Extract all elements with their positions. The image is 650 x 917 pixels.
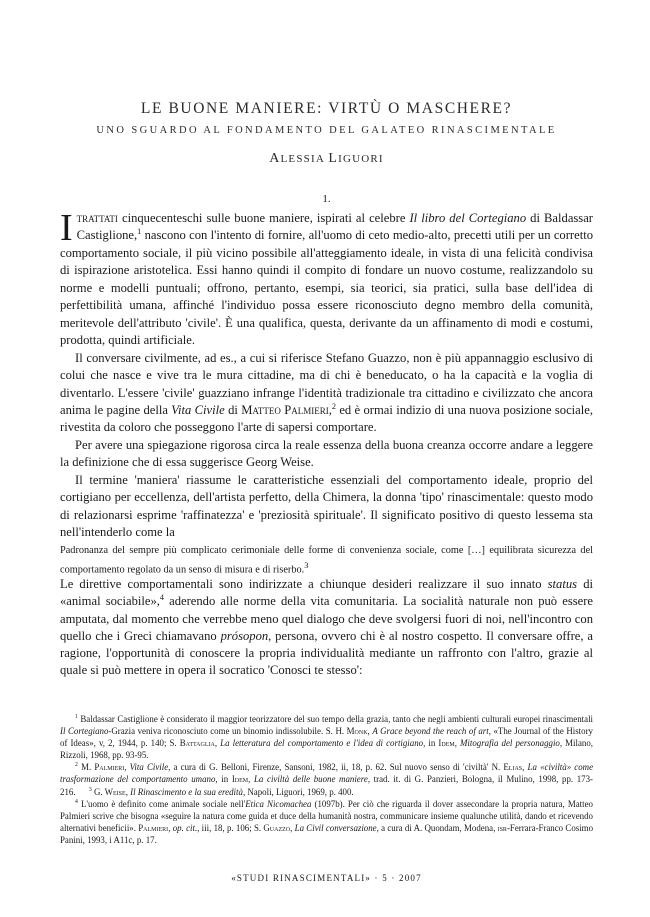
footnote-1: $^1$ Baldassar Castiglione è considerato il maggior teorizzatore del suo tempo della grazia, tanto che negli ambienti culturali europei rinascimentali Il Cortegiano-Grazia veniva riconosciuto come un binomio indissolubile. S. H. Monk, A Grace beyond the reach of art, «The Journal of the History of Ideas», v, 2, 1944, p. 140; S. Battaglia, La letteratura del comportamento e l'idea di cortigiano, in Idem, Mitografia del personaggio, Milano, Rizzoli, 1968, pp. 93-95.: [60, 714, 594, 761]
footnote-ref-3: 3: [304, 560, 309, 570]
paragraph-1: Itrattati cinquecenteschi sulle buone maniere, ispirati al celebre Il libro del Cortegiano di Baldassar Castiglione,$^1$ nascono con l'intento di fornire, all'uomo di ceto medio-alto, precetti utili per un corretto comportamento sociale, il più vicino possibile all'atteggiamento ideale, in vista di una felicità condivisa di ispirazione aristotelica. Essi hanno quindi il compito di fondare un nuovo costume, realizzandolo su norme e modelli puntuali; offrono, pertanto, esempi, sia teorici, sia pratici, sulla base dell'idea di perfettibilità umana, affinché l'individuo possa essere riconosciuto degno membro della comunità, meritevole dell'attributo 'civile'. È una qualifica, questa, derivante da un affinamento di modi e costumi, prodotta, quindi artificiale.: [60, 207, 593, 348]
paragraph-2: Il conversare civilmente, ad es., a cui si riferisce Stefano Guazzo, non è più appannaggio esclusivo di colui che nasce e vive tra le mura cittadine, ma di chi è beneducato, o ha la capacità e la voglia di diventarlo. L'essere 'civile' guazziano infrange l'identità tradizionale tra cittadino e civilizzato che ancora anima le pagine della Vita Civile di Matteo Palmieri,$^2$ ed è ormai indizio di una nuova posizione sociale, rivestita da coloro che posseggono l'arte di sapersi comportare.: [60, 350, 594, 435]
author-surname-rest: IGUORI: [338, 153, 384, 165]
journal-footer: «STUDI RINASCIMENTALI» · 5 · 2007: [231, 873, 422, 883]
article-title: LE BUONE MANIERE: VIRTÙ O MASCHERE?: [140, 100, 513, 117]
footnote-ref-1: 1: [137, 227, 142, 237]
footnote-ref-2: 2: [331, 401, 336, 411]
article-author: [60, 151, 593, 167]
body-text: [60, 207, 594, 542]
author-name-rest: LESSIA: [280, 153, 329, 165]
paragraph-4: Il termine 'maniera' riassume le caratteristiche essenziali del comportamento ideale, proprio del cortigiano per eccellenza, dell'artista perfetto, della Chimera, la donna 'tipo' rinascimentale: questo modo di relazionarsi esprime 'raffinatezza' e 'preziosità spirituale'. Il significato positivo di questo lessema sta nell'intenderlo come la: [60, 472, 593, 540]
footnote-4: $^4$ L'uomo è definito come animale sociale nell'Etica Nicomachea (1097b). Per ciò che riguarda il dover assecondare la propria natura, Matteo Palmieri scrive che bisogna «seguire la natura come guida et duce della humanità nostra, communicare insieme qualunche utilità, dando et ricevendo alternativi beneficii». Palmieri, op. cit., iii, 18, p. 106; S. Guazzo, La Civil conversazione, a cura di A. Quondam, Modena, isr-Ferrara-Franco Cosimo Panini, 1993, i A11c, p. 17.: [60, 798, 594, 845]
drop-cap: I: [60, 207, 73, 249]
footnote-2-3: $^2$ M. Palmieri, Vita Civile, a cura di G. Belloni, Firenze, Sansoni, 1982, ii, 18, p. 62. Sul nuovo senso di 'civiltà' N. Elias, La «civiltà» come trasformazione del comportamento umano, in Idem, La civiltà delle buone maniere, trad. it. di G. Panzieri, Bologna, il Mulino, 1998, pp. 173-216. $^3$ G. Weise, Il Rinascimento e la sua eredità, Napoli, Liguori, 1969, p. 400.: [60, 762, 594, 797]
article-subtitle: UNO SGUARDO AL FONDAMENTO DEL GALATEO RINASCIMENTALE: [96, 125, 557, 136]
paragraph-5: Le direttive comportamentali sono indirizzate a chiunque desideri realizzare il suo innato status di «animal sociabile»,$^4$ aderendo alle norme della vita comunitaria. La socialità naturale non può essere amputata, dal momento che verrebbe meno quel dialogo che deve svolgersi fuori di noi, nell'incontro con quello che i Greci chiamavano prósopon, persona, ovvero chi è al nostro cospetto. Il conversare offre, a ragione, l'opportunità di conoscere la propria individualità mediante un raffronto con l'altro, grazie al quale si può mettere in opera il socratico 'Conosci te stesso':: [60, 577, 593, 678]
author-initial: A: [269, 151, 281, 166]
footnotes: [60, 713, 593, 846]
author-surname-initial: L: [328, 151, 339, 166]
section-number: 1.: [322, 193, 331, 205]
block-quote: Padronanza del sempre più complicato cerimoniale delle forme di convenienza sociale, come […] equilibrata sicurezza del comportamento regolato da un senso di misura e di riserbo.$^3$: [60, 545, 593, 576]
footnote-ref-4: 4: [159, 593, 164, 603]
body-text-continued: [60, 576, 593, 680]
paragraph-3: Per avere una spiegazione rigorosa circa la reale essenza della buona creanza occorre andare a leggere la definizione che di essa suggerisce Georg Weise.: [60, 437, 593, 470]
